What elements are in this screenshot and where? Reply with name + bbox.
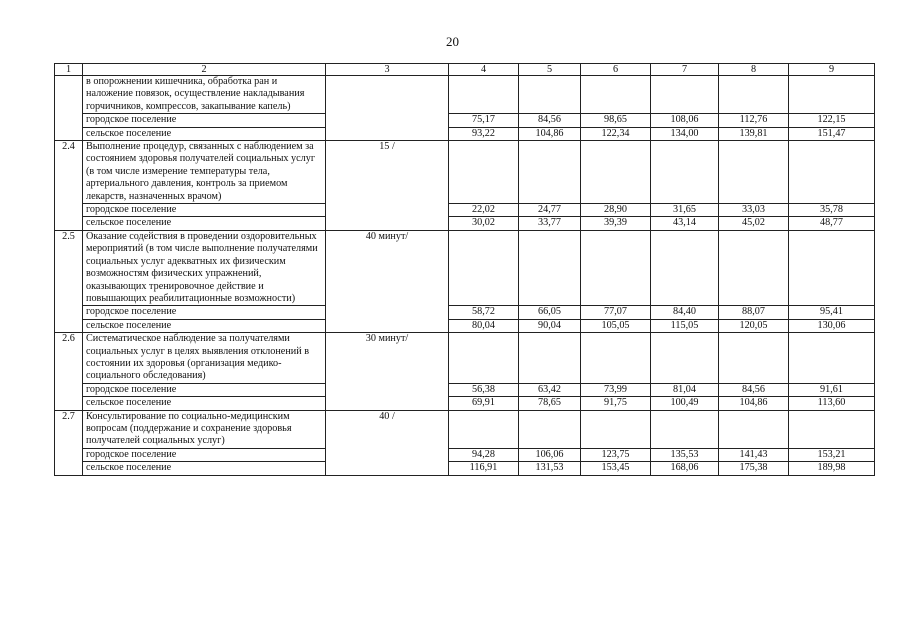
value-cell: 56,38 [449, 383, 519, 396]
header-row [55, 64, 875, 76]
rural-row [55, 217, 875, 230]
value-cell: 24,77 [519, 204, 581, 217]
empty-cell [651, 230, 719, 305]
page-number: 20 [446, 34, 459, 49]
value-cell: 91,75 [581, 397, 651, 410]
service-row [55, 333, 875, 384]
column-header: 6 [581, 64, 651, 76]
value-cell: 113,60 [789, 397, 875, 410]
time-norm: 40 минут/ [326, 230, 449, 332]
column-header: 7 [651, 64, 719, 76]
empty-cell [719, 333, 789, 384]
value-cell: 88,07 [719, 306, 789, 319]
value-cell: 153,45 [581, 462, 651, 475]
empty-cell [449, 76, 519, 114]
rural-row [55, 127, 875, 140]
urban-row [55, 204, 875, 217]
empty-cell [719, 230, 789, 305]
empty-cell [519, 410, 581, 448]
value-cell: 168,06 [651, 462, 719, 475]
empty-cell [651, 333, 719, 384]
rural-row [55, 397, 875, 410]
value-cell: 134,00 [651, 127, 719, 140]
value-cell: 84,56 [519, 114, 581, 127]
value-cell: 139,81 [719, 127, 789, 140]
value-cell: 73,99 [581, 383, 651, 396]
value-cell: 84,40 [651, 306, 719, 319]
value-cell: 28,90 [581, 204, 651, 217]
value-cell: 39,39 [581, 217, 651, 230]
settlement-label: сельское поселение [83, 397, 326, 410]
value-cell: 80,04 [449, 319, 519, 332]
settlement-label: городское поселение [83, 204, 326, 217]
value-cell: 100,49 [651, 397, 719, 410]
value-cell: 122,34 [581, 127, 651, 140]
value-cell: 33,03 [719, 204, 789, 217]
empty-cell [581, 230, 651, 305]
value-cell: 69,91 [449, 397, 519, 410]
column-header: 8 [719, 64, 789, 76]
value-cell: 141,43 [719, 448, 789, 461]
value-cell: 22,02 [449, 204, 519, 217]
empty-cell [651, 76, 719, 114]
column-header: 4 [449, 64, 519, 76]
time-norm [326, 76, 449, 141]
empty-cell [519, 141, 581, 204]
empty-cell [581, 333, 651, 384]
empty-cell [519, 230, 581, 305]
value-cell: 31,65 [651, 204, 719, 217]
value-cell: 151,47 [789, 127, 875, 140]
service-row [55, 230, 875, 305]
value-cell: 75,17 [449, 114, 519, 127]
value-cell: 135,53 [651, 448, 719, 461]
value-cell: 123,75 [581, 448, 651, 461]
empty-cell [581, 76, 651, 114]
value-cell: 77,07 [581, 306, 651, 319]
empty-cell [449, 230, 519, 305]
time-norm: 30 минут/ [326, 333, 449, 410]
value-cell: 175,38 [719, 462, 789, 475]
empty-cell [519, 76, 581, 114]
urban-row [55, 448, 875, 461]
empty-cell [789, 410, 875, 448]
value-cell: 48,77 [789, 217, 875, 230]
value-cell: 84,56 [719, 383, 789, 396]
value-cell: 93,22 [449, 127, 519, 140]
column-header: 9 [789, 64, 875, 76]
settlement-label: городское поселение [83, 448, 326, 461]
settlement-label: сельское поселение [83, 319, 326, 332]
value-cell: 90,04 [519, 319, 581, 332]
value-cell: 104,86 [519, 127, 581, 140]
column-header: 2 [83, 64, 326, 76]
empty-cell [449, 333, 519, 384]
settlement-label: городское поселение [83, 114, 326, 127]
column-header: 5 [519, 64, 581, 76]
empty-cell [581, 410, 651, 448]
empty-cell [651, 141, 719, 204]
settlement-label: сельское поселение [83, 127, 326, 140]
rural-row [55, 462, 875, 475]
urban-row [55, 383, 875, 396]
empty-cell [719, 76, 789, 114]
empty-cell [449, 410, 519, 448]
value-cell: 78,65 [519, 397, 581, 410]
value-cell: 122,15 [789, 114, 875, 127]
empty-cell [789, 76, 875, 114]
value-cell: 63,42 [519, 383, 581, 396]
empty-cell [519, 333, 581, 384]
value-cell: 116,91 [449, 462, 519, 475]
value-cell: 91,61 [789, 383, 875, 396]
rural-row [55, 319, 875, 332]
settlement-label: сельское поселение [83, 217, 326, 230]
item-number: 2.4 [55, 141, 83, 231]
value-cell: 189,98 [789, 462, 875, 475]
empty-cell [789, 141, 875, 204]
item-number: 2.6 [55, 333, 83, 410]
time-norm: 15 / [326, 141, 449, 231]
value-cell: 131,53 [519, 462, 581, 475]
time-norm: 40 / [326, 410, 449, 475]
empty-cell [719, 141, 789, 204]
urban-row [55, 114, 875, 127]
value-cell: 130,06 [789, 319, 875, 332]
table-body [55, 76, 875, 476]
urban-row [55, 306, 875, 319]
value-cell: 120,05 [719, 319, 789, 332]
value-cell: 43,14 [651, 217, 719, 230]
item-number [55, 76, 83, 141]
empty-cell [651, 410, 719, 448]
empty-cell [449, 141, 519, 204]
service-description: Систематическое наблюдение за получателями социальных услуг в целях выявления отклонений в состоянии их здоровья (организация медико-социального обследования) [83, 333, 326, 384]
service-row [55, 141, 875, 204]
value-cell: 115,05 [651, 319, 719, 332]
value-cell: 108,06 [651, 114, 719, 127]
value-cell: 106,06 [519, 448, 581, 461]
service-description: в опорожнении кишечника, обработка ран и наложение повязок, осуществление накладывания горчичников, компрессов, закапывание капель) [83, 76, 326, 114]
empty-cell [719, 410, 789, 448]
column-header: 1 [55, 64, 83, 76]
settlement-label: городское поселение [83, 306, 326, 319]
service-row [55, 76, 875, 114]
service-description: Оказание содействия в проведении оздоровительных мероприятий (в том числе выполнение получателями социальных услуг адекватных их физическим возможностям физических упражнений, оказывающих тренировочное действие и повышающих реабилитационные возможности) [83, 230, 326, 305]
settlement-label: городское поселение [83, 383, 326, 396]
value-cell: 81,04 [651, 383, 719, 396]
service-row [55, 410, 875, 448]
settlement-label: сельское поселение [83, 462, 326, 475]
tariff-table [54, 63, 875, 476]
value-cell: 30,02 [449, 217, 519, 230]
item-number: 2.5 [55, 230, 83, 332]
value-cell: 33,77 [519, 217, 581, 230]
service-description: Консультирование по социально-медицинским вопросам (поддержание и сохранение здоровья получателей социальных услуг) [83, 410, 326, 448]
empty-cell [581, 141, 651, 204]
value-cell: 35,78 [789, 204, 875, 217]
empty-cell [789, 230, 875, 305]
value-cell: 66,05 [519, 306, 581, 319]
value-cell: 105,05 [581, 319, 651, 332]
value-cell: 98,65 [581, 114, 651, 127]
service-description: Выполнение процедур, связанных с наблюдением за состоянием здоровья получателей социальных услуг (в том числе измерение температуры тела, артериального давления, контроль за приемом лекарств, назначенных врачом) [83, 141, 326, 204]
value-cell: 104,86 [719, 397, 789, 410]
value-cell: 45,02 [719, 217, 789, 230]
empty-cell [789, 333, 875, 384]
value-cell: 153,21 [789, 448, 875, 461]
item-number: 2.7 [55, 410, 83, 475]
value-cell: 94,28 [449, 448, 519, 461]
value-cell: 95,41 [789, 306, 875, 319]
value-cell: 58,72 [449, 306, 519, 319]
column-header: 3 [326, 64, 449, 76]
value-cell: 112,76 [719, 114, 789, 127]
